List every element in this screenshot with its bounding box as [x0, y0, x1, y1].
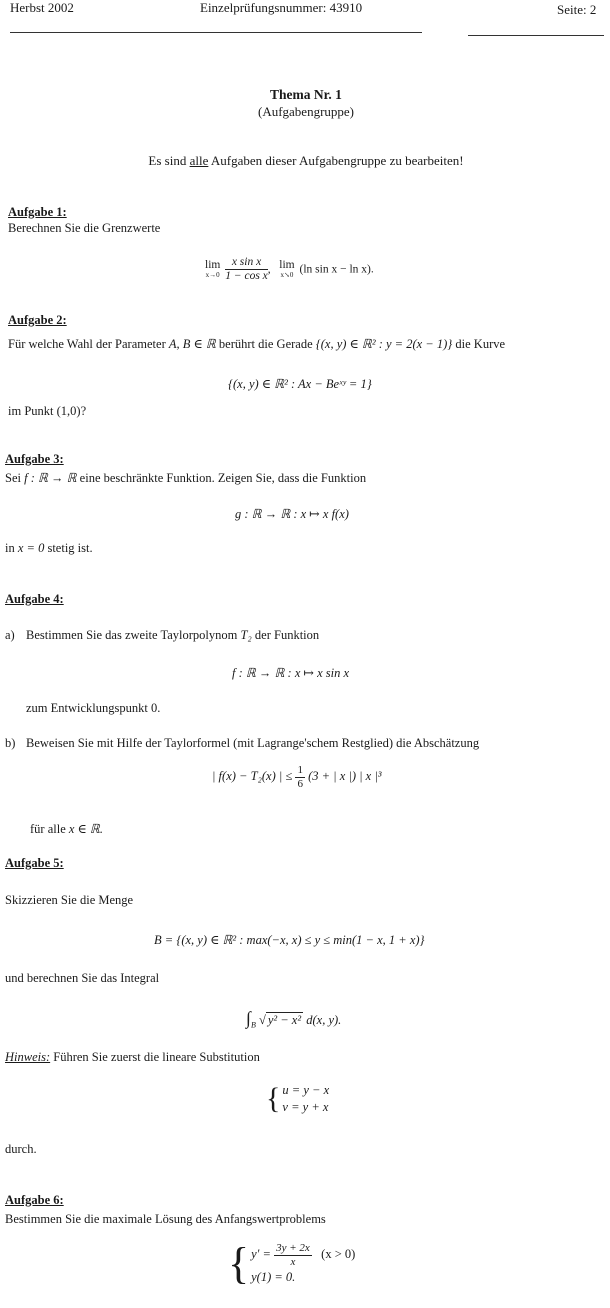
a1-lim1: lim x→0	[205, 259, 221, 279]
a1-text: Berechnen Sie die Grenzwerte	[8, 221, 161, 235]
a5-text: Skizzieren Sie die Menge	[5, 893, 134, 907]
a3-heading: Aufgabe 3:	[5, 452, 64, 466]
instruction-post: Aufgaben dieser Aufgabengruppe zu bearbeiten!	[208, 153, 464, 168]
a6-text: Bestimmen Sie die maximale Lösung des Anfangswertproblems	[5, 1212, 326, 1226]
a4-a-label: a)	[5, 628, 15, 642]
theme-title: Thema Nr. 1	[270, 87, 342, 102]
a4-b-all: für alle x ∈ ℝ.	[30, 822, 103, 836]
a1-heading: Aufgabe 1:	[8, 205, 67, 219]
header-rule-right	[468, 35, 604, 36]
theme-subtitle: (Aufgabengruppe)	[257, 104, 354, 119]
a3-g: g : ℝ → ℝ : x ↦ x f(x)	[235, 507, 349, 521]
a3-f: f : ℝ → ℝ	[24, 471, 77, 485]
a2-params: A, B ∈ ℝ	[168, 337, 216, 351]
a1-formula: lim x→0 $\frac{\text{x sin x}}{\text{1 − cos x}}$ , lim x↘0 (ln sin x − ln x).	[205, 256, 374, 283]
a5-radicand: y² − x²	[267, 1013, 302, 1027]
a2-heading: Aufgabe 2:	[8, 313, 67, 327]
a1-fraction: $\frac{\text{x sin x}}{\text{1 − cos x}}$	[225, 256, 268, 283]
integral-sign: ∫	[246, 1008, 251, 1028]
a5-d: d(x, y).	[306, 1013, 342, 1027]
a3-text: Sei f : ℝ → ℝ eine beschränkte Funktion. Zeigen Sie, dass die Funktion	[5, 471, 367, 485]
a4-b-lhs: | f(x) − T₂(x) | ≤	[212, 769, 293, 784]
sqrt-sign: √	[258, 1013, 266, 1027]
a4-heading: Aufgabe 4:	[5, 592, 64, 606]
a1-lim2: lim x↘0	[279, 259, 295, 279]
theme-instruction	[0, 153, 610, 169]
a1-expr2: (ln sin x − ln x).	[299, 263, 374, 276]
a5-integral	[246, 1008, 341, 1030]
a4-b-frac: $\frac{1}{6}$	[297, 764, 303, 790]
header-right: Seite: 2	[557, 2, 597, 17]
a5-durch: durch.	[5, 1142, 37, 1156]
header-center: Einzelprüfungsnummer: 43910	[200, 0, 363, 15]
a4-b-rhs: (3 + | x |) | x |³	[308, 769, 382, 784]
a4-a-text: Bestimmen Sie das zweite Taylorpolynom T₂ der Funktion	[26, 628, 320, 642]
a6-heading: Aufgabe 6:	[5, 1193, 64, 1207]
a4-a-T: T₂	[240, 628, 252, 642]
instruction-em: alle	[189, 153, 209, 168]
a2-point: im Punkt (1,0)?	[8, 404, 87, 418]
a5-substitution: { u = y − x v = y + x	[266, 1081, 330, 1115]
a4-a-formula: f : ℝ → ℝ : x ↦ x sin x	[232, 666, 350, 680]
a3-cont: in x = 0 stetig ist.	[5, 541, 93, 555]
hint-label: Hinweis:	[5, 1050, 51, 1064]
a4-b-formula	[212, 764, 382, 790]
a4-b-text: Beweisen Sie mit Hilfe der Taylorformel (mit Lagrange'schem Restglied) die Abschätzung	[26, 736, 480, 750]
a2-line: {(x, y) ∈ ℝ² : y = 2(x − 1)}	[315, 337, 453, 351]
header-left: Herbst 2002	[10, 0, 74, 15]
a4-b-label: b)	[5, 736, 16, 750]
a5-heading: Aufgabe 5:	[5, 856, 64, 870]
a4-a-point: zum Entwicklungspunkt 0.	[26, 701, 161, 715]
integral-domain: B	[250, 1020, 256, 1030]
a5-text2: und berechnen Sie das Integral	[5, 971, 160, 985]
a2-curve: {(x, y) ∈ ℝ² : Ax − Beˣʸ = 1}	[228, 377, 372, 391]
header-rule-left	[10, 32, 422, 33]
instruction-pre: Es sind	[148, 153, 190, 168]
a2-text: Für welche Wahl der Parameter A, B ∈ ℝ berührt die Gerade {(x, y) ∈ ℝ² : y = 2(x − 1)} die Kurve	[8, 337, 506, 351]
a5-hint: Hinweis: Führen Sie zuerst die lineare Substitution	[5, 1050, 260, 1064]
a6-ode: { y′ = $\frac{3y + 2x}{x}$ (x > 0) y(1) = 0.	[228, 1239, 356, 1288]
a5-set: B = {(x, y) ∈ ℝ² : max(−x, x) ≤ y ≤ min(1 − x, 1 + x)}	[154, 933, 425, 947]
